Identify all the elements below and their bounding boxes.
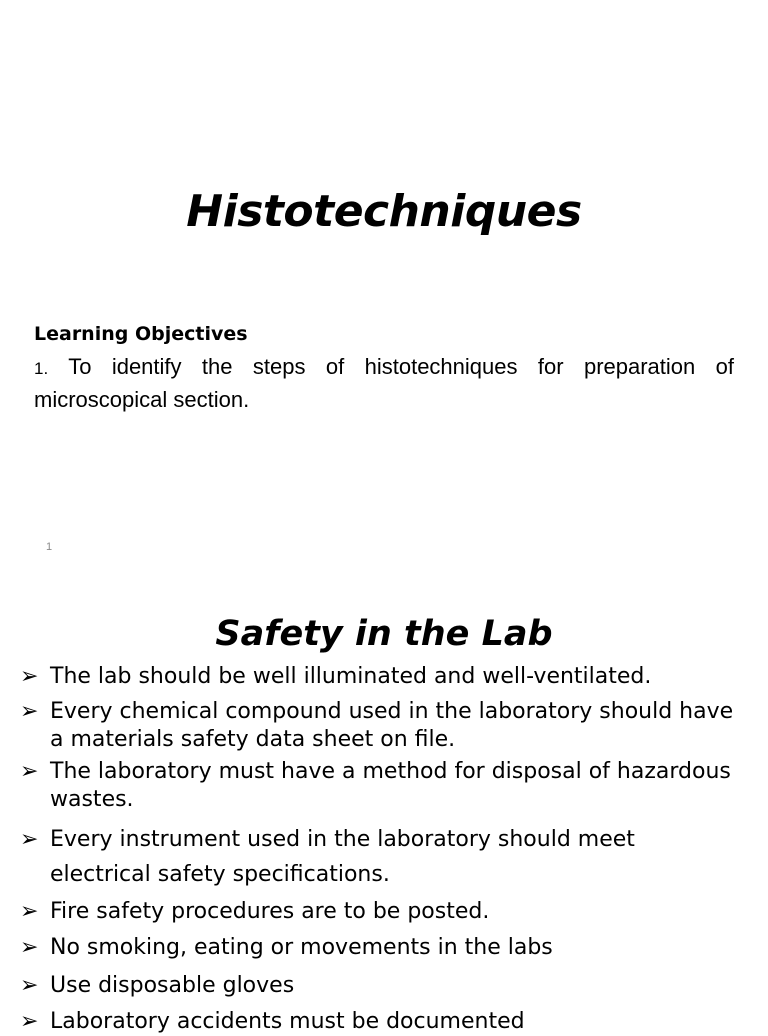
bullet-item [20,898,740,926]
bullet-text: Every chemical compound used in the laboratory should have a materials safety data sheet on file. [50,699,734,752]
bullet-item [20,934,740,962]
bullet-item [20,1008,740,1036]
arrow-bullet-icon: ➢ [20,973,39,998]
bullet-text: The laboratory must have a method for disposal of hazardous wastes. [50,759,731,812]
bullet-item [20,663,740,691]
slide-number: 1 [46,541,53,553]
bullet-item [20,972,740,1000]
bullet-text: Laboratory accidents must be documented [50,1009,525,1034]
slide-title: Histotechniques [186,186,582,237]
arrow-bullet-icon: ➢ [20,699,39,724]
bullet-text: No smoking, eating or movements in the labs [50,935,553,960]
bullet-text: Every instrument used in the laboratory should meet electrical safety specifications. [50,827,635,887]
arrow-bullet-icon: ➢ [20,1009,39,1034]
arrow-bullet-icon: ➢ [20,899,39,924]
objective-text: To identify the steps of histotechniques for preparation of microscopical section. [34,354,734,412]
objective-item [34,351,734,415]
bullet-item [20,758,740,814]
bullet-item [20,822,740,892]
bullet-text: Fire safety procedures are to be posted. [50,899,490,924]
arrow-bullet-icon: ➢ [20,827,39,852]
objective-number: 1. [34,359,49,378]
arrow-bullet-icon: ➢ [20,664,39,689]
bullet-item [20,698,740,754]
arrow-bullet-icon: ➢ [20,759,39,784]
arrow-bullet-icon: ➢ [20,935,39,960]
bullet-text: Use disposable gloves [50,973,295,998]
bullet-text: The lab should be well illuminated and well-ventilated. [50,664,652,689]
learning-objectives-heading: Learning Objectives [34,323,248,345]
slide-title: Safety in the Lab [215,614,553,654]
